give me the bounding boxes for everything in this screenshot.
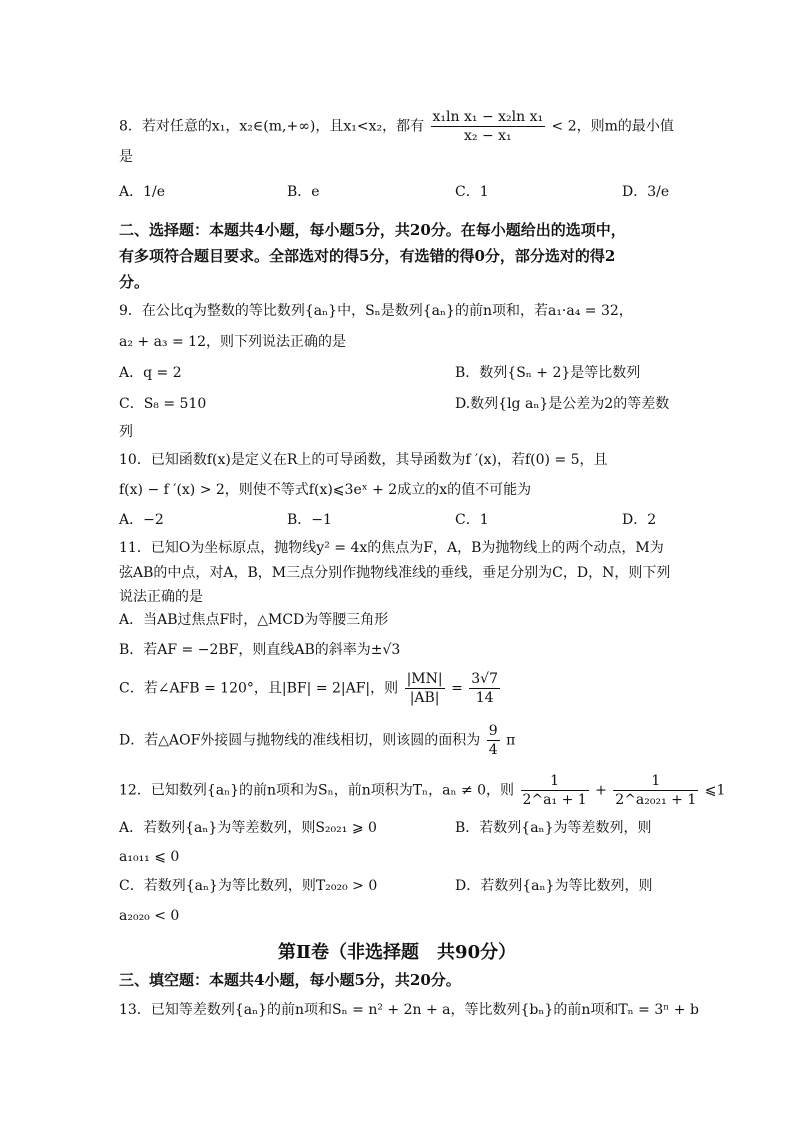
q8-option-a: A．1/e	[119, 184, 166, 200]
q11-option-c-frac1-num: |MN|	[406, 671, 443, 687]
q12-option-d-cont: a₂₀₂₀ < 0	[119, 908, 180, 924]
q12-frac2-den: 2^a₂₀₂₁ + 1	[615, 792, 697, 808]
q9-option-d: D.数列{lg aₙ}是公差为2的等差数	[455, 396, 670, 412]
q10-line1: 10．已知函数f(x)是定义在R上的可导函数，其导函数为f ′(x)，若f(0) = 5，且	[119, 452, 608, 468]
q11-option-d-frac-num: 9	[488, 723, 498, 739]
q11-option-c-frac2-num: 3√7	[471, 671, 499, 687]
q12-frac2	[613, 772, 698, 809]
q8-stem: 8．若对任意的x₁，x₂∈(m,+∞)，且x₁<x₂，都有	[119, 118, 425, 135]
q8-option-d: D．3/e	[622, 184, 670, 200]
q11-option-d-frac-den: 4	[488, 742, 498, 758]
q11-option-d-pre: D．若△AOF外接圆与抛物线的准线相切，则该圆的面积为	[119, 732, 481, 749]
q11-option-c-frac2-den: 14	[475, 690, 494, 706]
q8-fraction	[431, 108, 546, 145]
q9-option-c: C．S₈ = 510	[119, 396, 207, 412]
q11-option-d-post: π	[506, 732, 516, 749]
q11-option-c-pre: C．若∠AFB = 120°，且|BF| = 2|AF|，则	[119, 680, 399, 697]
q11-option-c	[119, 670, 502, 707]
q12-option-c: C．若数列{aₙ}为等比数列，则T₂₀₂₀ > 0	[119, 878, 378, 894]
q12-option-a: A．若数列{aₙ}为等差数列，则S₂₀₂₁ ⩾ 0	[119, 820, 377, 836]
q8-option-c: C．1	[455, 184, 489, 200]
part2-title: 第Ⅱ卷（非选择题 共90分）	[277, 942, 517, 963]
q10-option-b: B．−1	[287, 512, 332, 528]
q8-frac-den: x₂ − x₁	[463, 128, 512, 144]
q8-frac-num: x₁ln x₁ − x₂ln x₁	[432, 109, 544, 125]
q9-line2: a₂ + a₃ = 12，则下列说法正确的是	[119, 334, 346, 350]
q8-line	[119, 108, 674, 145]
q9-option-a: A．q = 2	[119, 365, 182, 381]
q11-line1: 11．已知O为坐标原点，抛物线y² = 4x的焦点为F，A，B为抛物线上的两个动点，M为	[119, 540, 664, 556]
q10-line2: f(x) − f ′(x) > 2，则使不等式f(x)⩽3eˣ + 2成立的x的值不可能为	[119, 482, 532, 498]
q8-option-b: B．e	[287, 184, 320, 200]
q8-cont: 是	[119, 149, 133, 165]
q13-line1: 13．已知等差数列{aₙ}的前n项和Sₙ = n² + 2n + a，等比数列{bₙ}的前n项和Tₙ = 3ⁿ + b	[119, 1002, 699, 1018]
q12-option-b: B．若数列{aₙ}为等差数列，则	[455, 820, 652, 836]
q11-line3: 说法正确的是	[119, 589, 203, 605]
q11-option-d-frac	[487, 722, 500, 759]
q11-option-a: A．当AB过焦点F时，△MCD为等腰三角形	[119, 612, 389, 628]
q8-tail: < 2，则m的最小值	[551, 118, 674, 135]
q12-line1	[119, 772, 725, 809]
section2-line3: 分。	[119, 273, 150, 291]
q9-option-b: B．数列{Sₙ + 2}是等比数列	[455, 365, 641, 381]
q12-plus: +	[595, 782, 607, 799]
q11-option-c-frac1-den: |AB|	[409, 690, 440, 706]
q12-frac1-den: 2^a₁ + 1	[522, 792, 587, 808]
q12-line1-pre: 12．已知数列{aₙ}的前n项和为Sₙ，前n项积为Tₙ，aₙ ≠ 0，则	[119, 782, 515, 799]
q12-option-b-cont: a₁₀₁₁ ⩽ 0	[119, 849, 180, 865]
q12-option-d: D．若数列{aₙ}为等比数列，则	[455, 878, 653, 894]
q9-line1: 9．在公比q为整数的等比数列{aₙ}中，Sₙ是数列{aₙ}的前n项和，若a₁·a₄ = 32，	[119, 303, 633, 319]
q12-frac1-num: 1	[521, 772, 589, 791]
q11-option-c-eq: =	[451, 680, 463, 697]
q10-option-d: D．2	[622, 512, 657, 528]
q12-frac2-num: 1	[613, 772, 698, 791]
q10-option-c: C．1	[455, 512, 489, 528]
q9-option-d-cont: 列	[119, 424, 133, 440]
section3-heading: 三、填空题：本题共4小题，每小题5分，共20分。	[119, 971, 461, 989]
q12-line1-post: ⩽1	[704, 782, 726, 799]
q11-option-b: B．若AF = −2BF，则直线AB的斜率为±√3	[119, 642, 401, 658]
q11-line2: 弦AB的中点，对A，B，M三点分别作抛物线准线的垂线，垂足分别为C，D，N，则下列	[119, 565, 671, 581]
q10-option-a: A．−2	[119, 512, 164, 528]
section2-line1: 二、选择题：本题共4小题，每小题5分，共20分。在每小题给出的选项中，	[119, 221, 626, 239]
q11-option-c-frac2	[469, 670, 500, 707]
q11-option-c-frac1	[405, 670, 445, 707]
q12-frac1	[521, 772, 589, 809]
section2-line2: 有多项符合题目要求。全部选对的得5分，有选错的得0分，部分选对的得2	[119, 247, 616, 265]
q11-option-d	[119, 722, 515, 759]
